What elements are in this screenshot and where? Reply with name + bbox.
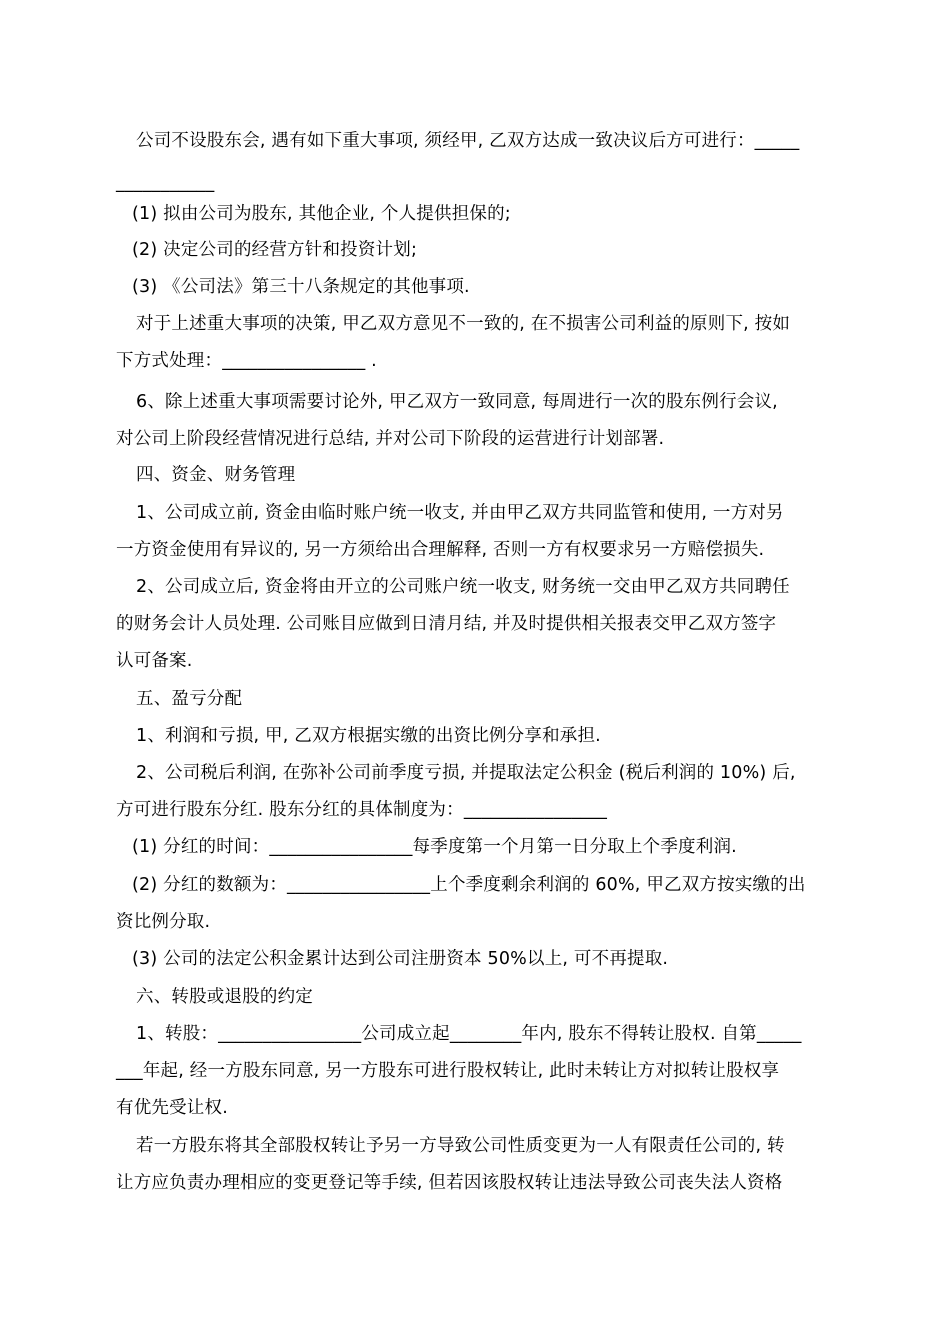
paragraph-line: 认可备案. xyxy=(116,651,193,671)
paragraph-line: 1、利润和亏损, 甲, 乙双方根据实缴的出资比例分享和承担. xyxy=(136,726,601,746)
paragraph-line: 若一方股东将其全部股权转让予另一方导致公司性质变更为一人有限责任公司的, 转 xyxy=(136,1136,785,1156)
paragraph-line: 资比例分取. xyxy=(116,912,211,932)
paragraph-line: 的财务会计人员处理. 公司账目应做到日清月结, 并及时提供相关报表交甲乙双方签字 xyxy=(116,614,777,634)
paragraph-line: 一方资金使用有异议的, 另一方须给出合理解释, 否则一方有权要求另一方赔偿损失. xyxy=(116,540,765,560)
paragraph-line: ___年起, 经一方股东同意, 另一方股东可进行股权转让, 此时未转让方对拟转让股权享 xyxy=(116,1061,780,1081)
paragraph-line: 有优先受让权. xyxy=(116,1098,228,1118)
paragraph-line: 让方应负责办理相应的变更登记等手续, 但若因该股权转让违法导致公司丧失法人资格 xyxy=(116,1173,783,1193)
paragraph-line: 6、除上述重大事项需要讨论外, 甲乙双方一致同意, 每周进行一次的股东例行会议, xyxy=(136,392,778,412)
list-item: (1) 拟由公司为股东, 其他企业, 个人提供担保的; xyxy=(132,204,511,224)
paragraph-line: 1、公司成立前, 资金由临时账户统一收支, 并由甲乙双方共同监管和使用, 一方对另 xyxy=(136,503,784,523)
list-item: (2) 决定公司的经营方针和投资计划; xyxy=(132,240,418,260)
list-item: (2) 分红的数额为：________________上个季度剩余利润的 60%, 甲乙双方按实缴的出 xyxy=(132,875,806,895)
section-heading: 六、转股或退股的约定 xyxy=(136,987,313,1007)
paragraph-line: 方可进行股东分红. 股东分红的具体制度为：________________ xyxy=(116,800,608,820)
paragraph-line: 2、公司成立后, 资金将由开立的公司账户统一收支, 财务统一交由甲乙双方共同聘任 xyxy=(136,577,790,597)
list-item: (3) 《公司法》第三十八条规定的其他事项. xyxy=(132,277,470,297)
list-item: (3) 公司的法定公积金累计达到公司注册资本 50%以上, 可不再提取. xyxy=(132,949,669,969)
paragraph-line: ___________ xyxy=(116,173,215,193)
paragraph-line: 下方式处理：________________ . xyxy=(116,351,377,371)
paragraph-line: 2、公司税后利润, 在弥补公司前季度亏损, 并提取法定公积金 (税后利润的 10%) 后, xyxy=(136,763,796,783)
section-heading: 五、盈亏分配 xyxy=(136,689,243,709)
paragraph-line: 对公司上阶段经营情况进行总结, 并对公司下阶段的运营进行计划部署. xyxy=(116,429,665,449)
list-item: (1) 分红的时间：________________每季度第一个月第一日分取上个季度利润. xyxy=(132,837,737,857)
section-heading: 四、资金、财务管理 xyxy=(136,465,296,485)
paragraph-line: 1、转股：________________公司成立起________年内, 股东不得转让股权. 自第_____ xyxy=(136,1024,802,1044)
paragraph-line: 公司不设股东会, 遇有如下重大事项, 须经甲, 乙双方达成一致决议后方可进行：_____ xyxy=(136,131,800,151)
paragraph-line: 对于上述重大事项的决策, 甲乙双方意见不一致的, 在不损害公司利益的原则下, 按如 xyxy=(136,314,791,334)
